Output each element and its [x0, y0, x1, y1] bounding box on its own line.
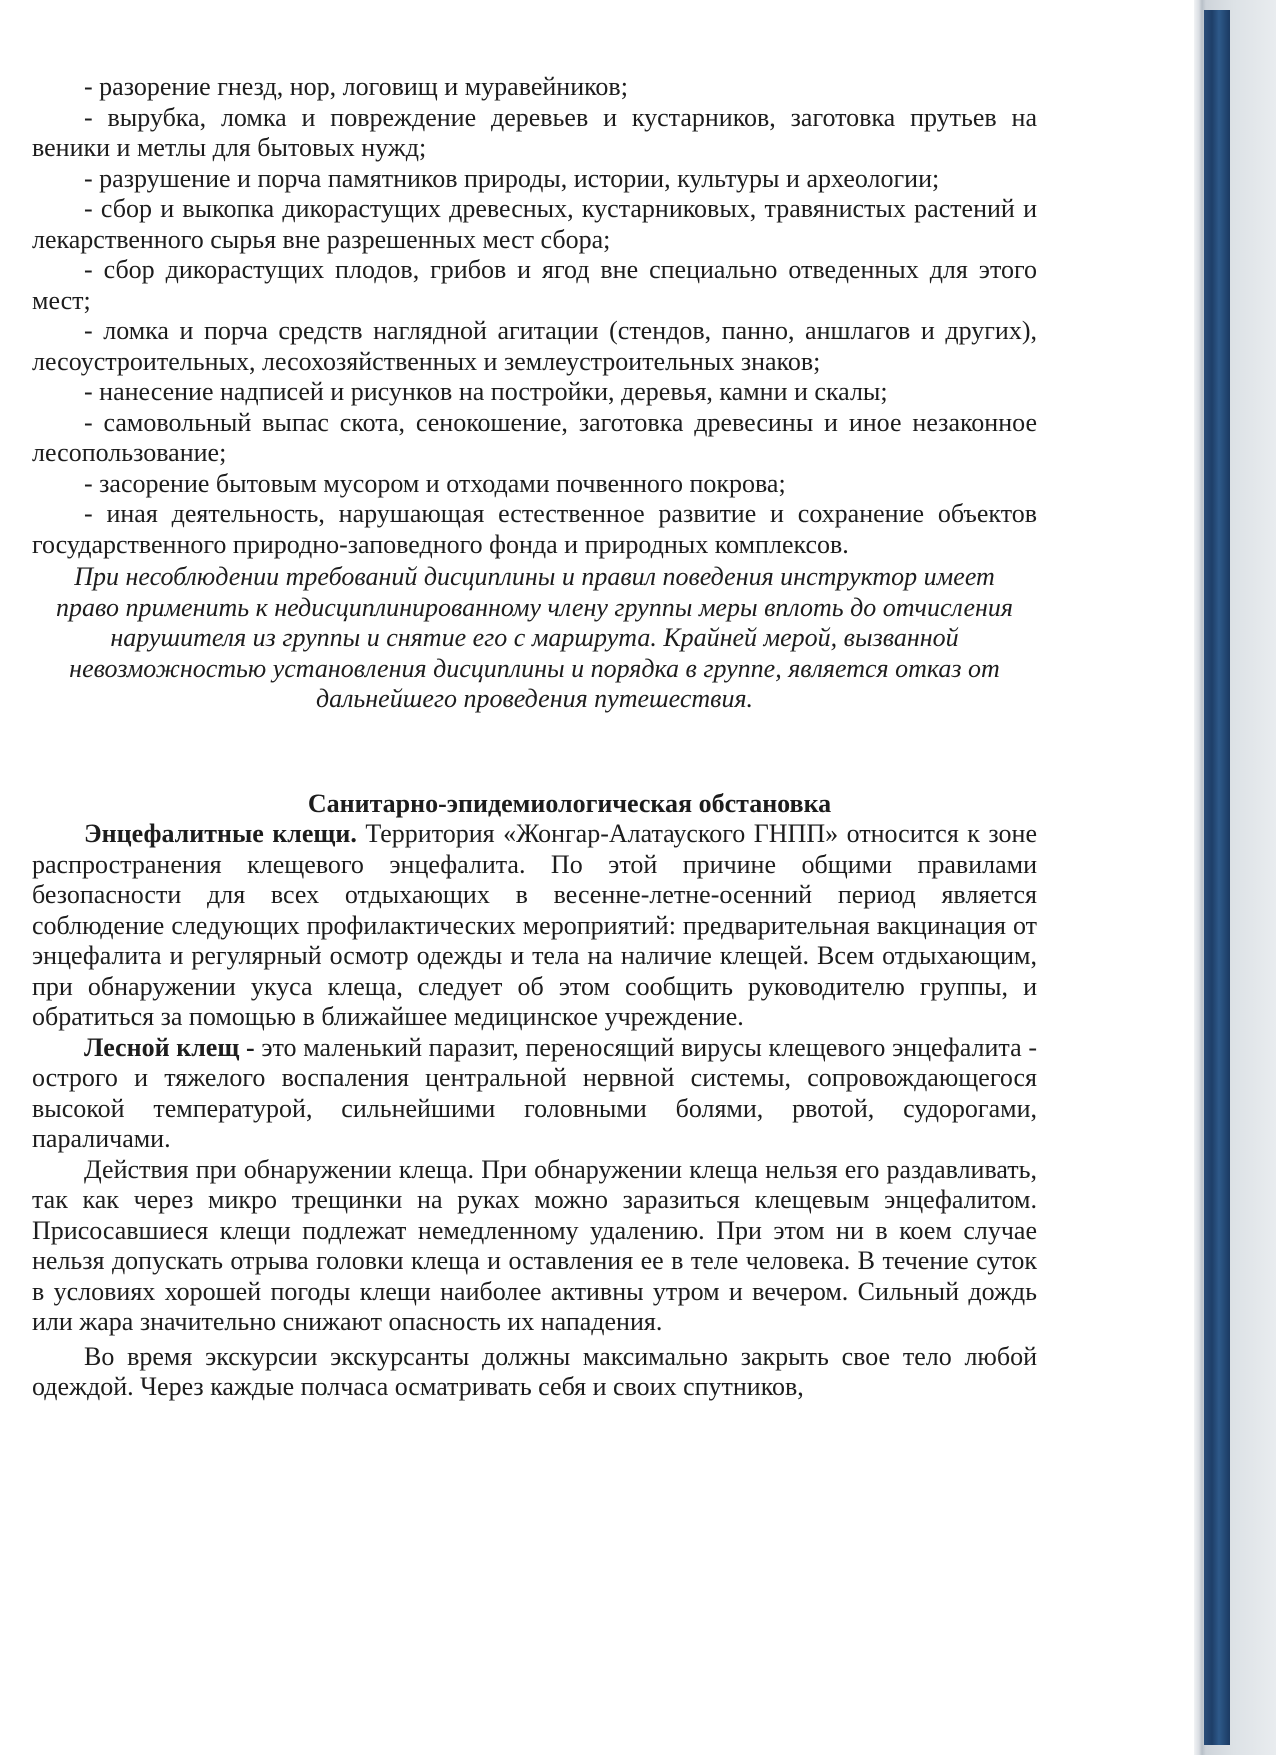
list-item: - разорение гнезд, нор, логовищ и муравейников; — [84, 72, 628, 101]
list-item: - ломка и порча средств наглядной агитации (стендов, панно, аншлагов и других), лесоустроительных, лесохозяйственных и землеустроительных знаков; — [32, 316, 1037, 376]
paragraph-tick-actions: Действия при обнаружении клеща. При обнаружении клеща нельзя его раздавливать, так как через микро трещинки на руках можно заразиться клещевым энцефалитом. Присосавшиеся клещи подлежат немедленному удалению. При этом ни в коем случае нельзя допускать отрыва головки клеща и оставления ее в теле человека. В течение суток в условиях хорошей погоды клещи наиболее активны утром и вечером. Сильный дождь или жара значительно снижают опасность их нападения. — [32, 1154, 1037, 1336]
list-item: - сбор дикорастущих плодов, грибов и ягод вне специально отведенных для этого мест; — [32, 255, 1037, 315]
paragraph-excursion-clothing: Во время экскурсии экскурсанты должны максимально закрыть свое тело любой одеждой. Через каждые полчаса осматривать себя и своих спутников, — [32, 1341, 1037, 1401]
discipline-note: При несоблюдении требований дисциплины и правил поведения инструктор имеет право применить к недисциплинированному члену группы меры вплоть до отчисления нарушителя из группы и снятие его с маршрута. Крайней мерой, вызванной невозможностью установления дисциплины и порядка в группе, является отказ от дальнейшего проведения путешествия. — [56, 562, 1013, 713]
scan-binding-edge — [1194, 0, 1276, 1755]
list-item: - вырубка, ломка и повреждение деревьев и кустарников, заготовка прутьев на веники и метлы для бытовых нужд; — [32, 102, 1037, 162]
list-item: - сбор и выкопка дикорастущих древесных, кустарниковых, травянистых растений и лекарственного сырья вне разрешенных мест сбора; — [32, 194, 1037, 254]
paragraph-lead: Лесной клещ - — [84, 1032, 255, 1062]
prohibitions-list — [32, 72, 1037, 560]
list-item: - иная деятельность, нарушающая естественное развитие и сохранение объектов государственного природно-заповедного фонда и природных комплексов. — [32, 499, 1037, 559]
list-item: - самовольный выпас скота, сенокошение, заготовка древесины и иное незаконное лесопользование; — [32, 407, 1037, 467]
paragraph-encephalitis-ticks — [32, 819, 1037, 1033]
paragraph-forest-tick — [32, 1033, 1037, 1155]
list-item: - засорение бытовым мусором и отходами почвенного покрова; — [84, 468, 786, 498]
list-item: - разрушение и порча памятников природы, истории, культуры и археологии; — [84, 163, 940, 193]
section-title: Санитарно-эпидемиологическая обстановка — [307, 788, 832, 818]
paragraph-text: Территория «Жонгар-Алатауского ГНПП» относится к зоне распространения клещевого энцефалита. По этой причине общими правилами безопасности для всех отдыхающих в весенне-летне-осенний период является соблюдение следующих профилактических мероприятий: предварительная вакцинация от энцефалита и регулярный осмотр одежды и тела на наличие клещей. Всем отдыхающим, при обнаружении укуса клеща, следует об этом сообщить руководителю группы, и обратиться за помощью в ближайшее медицинское учреждение. — [32, 819, 1038, 1031]
paragraph-text: это маленький паразит, переносящий вирусы клещевого энцефалита - острого и тяжелого воспаления центральной нервной системы, сопровождающегося высокой температурой, сильнейшими головными болями, рвотой, судорогами, параличами. — [32, 1032, 1037, 1153]
paragraph-lead: Энцефалитные клещи. — [84, 819, 357, 848]
blue-binding-strip — [1204, 10, 1230, 1745]
document-page — [32, 72, 1037, 1742]
list-item: - нанесение надписей и рисунков на постройки, деревья, камни и скалы; — [84, 377, 888, 406]
section-spacer — [32, 715, 1037, 789]
